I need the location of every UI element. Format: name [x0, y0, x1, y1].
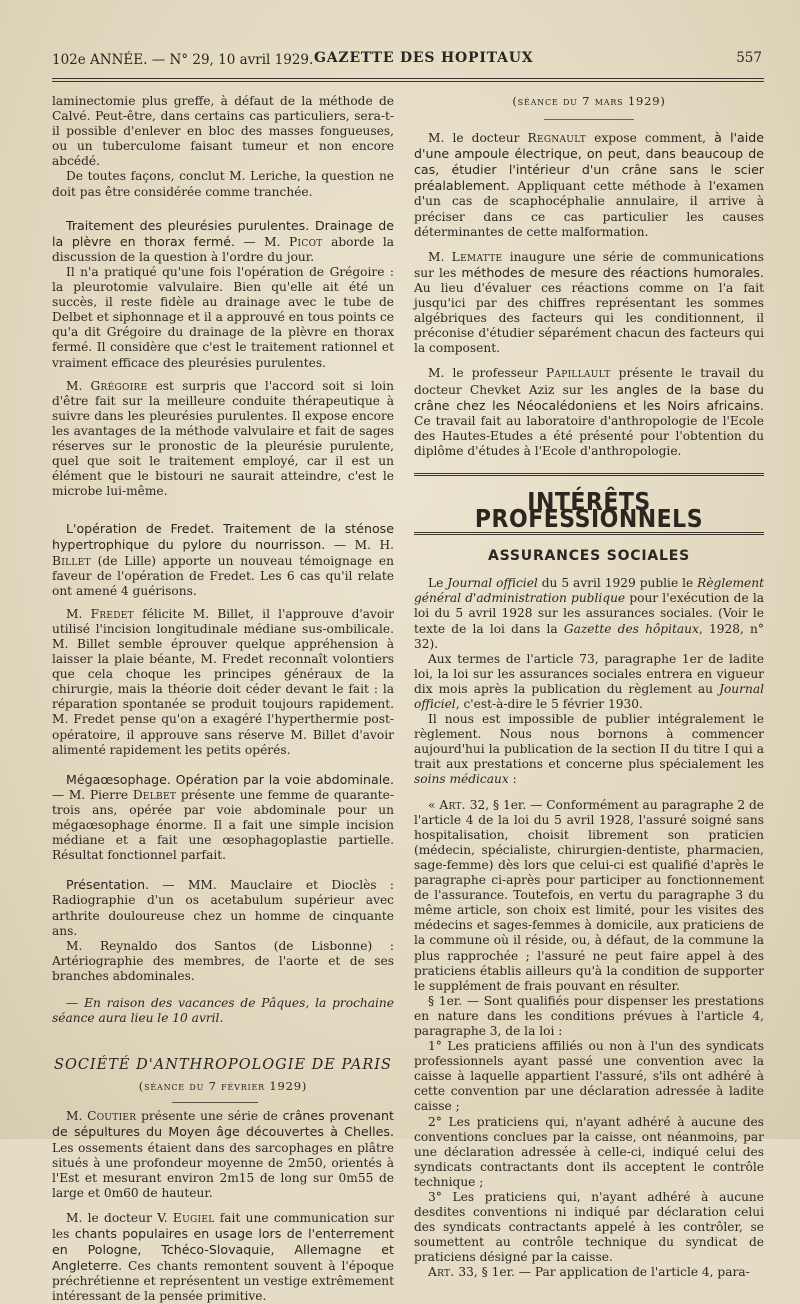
text: est surpris que l'accord soit si loin d'être fait sur la meilleure conduite thérapeutique à suivre dans les pleurésies purulentes. Il expose encore les avantages de la méthode valvulaire et fait de sages réserves sur le pronostic de la pleurésie purulente, quel que soit le traitement employé, car il est un élément que le bistouri ne saurait atteindre, c'est le microbe lui-même.	[52, 378, 394, 499]
text: présente une femme de quarante-trois ans, opérée par voie abdominale pour un mégaœsophage énorme. Il a fait une simple incision médiane et a fait une œsophagoplastie partielle. Résultat fonctionnel parfait.	[52, 787, 395, 863]
text: présente le travail du docteur Chevket Aziz sur les	[414, 366, 764, 397]
text: Aux termes de l'article 73, paragraphe 1er de ladite loi, la loi sur les assurances sociales entrera en vigueur dix mois après la publication du règlement au	[414, 651, 764, 696]
paragraph: § 1er. — Sont qualifiés pour dispenser les prestations en nature dans les conditions prévues à l'article 4, paragraphe 3, de la loi :	[414, 993, 764, 1038]
text: aborde la discussion de la question à l'ordre du jour.	[52, 234, 394, 264]
section-title: L'opération de Fredet. Traitement de la sténose hypertrophique du pylore du nourrisson.	[52, 521, 394, 553]
text: (de Lille) apporte un nouveau témoignage en faveur de l'opération de Fredet. Les 6 cas qu'il relate ont amené 4 guérisons.	[52, 553, 394, 598]
bold-text: à l'aide d'une ampoule électrique, on peut, dans beaucoup de cas, étudier l'intérieur d'un crâne sans le scier préalablement.	[414, 130, 764, 194]
text: M.	[66, 1109, 88, 1124]
session-date: (séance du 7 février 1929)	[138, 1079, 308, 1094]
author-name: Papillault	[545, 366, 611, 381]
paragraph	[414, 798, 764, 994]
section-title: Présentation.	[66, 877, 150, 893]
paragraph: Il n'a pratiqué qu'une fois l'opération de Grégoire : la pleurotomie valvulaire. Bien qu'elle ait été un succès, il reste fidèle au drainage avec le tube de Delbet et siphonnage et il a approuvé en tous points ce qu'a dit Grégoire du drainage de la plèvre en thorax fermé. Il considère que c'est le traitement rationnel et vraiment efficace des pleurésies purulentes.	[52, 264, 394, 370]
paragraph	[52, 1108, 394, 1201]
italic-text: Gazette des hôpitaux	[563, 621, 699, 636]
right-column	[414, 94, 764, 1281]
italic-text: Règlement général d'administration publique	[414, 576, 764, 606]
journal-title: GAZETTE DES HOPITAUX	[314, 50, 534, 66]
page-header	[52, 50, 762, 72]
divider	[544, 119, 634, 120]
header-rule-2	[52, 81, 764, 82]
text: félicite M. Billet, il l'approuve d'avoir utilisé l'incision longitudinale médiane sus-ombilicale. M. Billet semble éprouver quelque appréhension à laisser la plaie béante, M. Fredet reconnaît volontiers que cela choque les principes généraux de la chirurgie, mais la théorie doit céder devant le fait : la réparation spontanée se produit toujours rapidement. M. Fredet pense qu'on a exagéré l'hyperthermie post-opératoire, il approuve sans réserve M. Billet d'avoir alimenté rapidement les petits opérés.	[52, 606, 394, 757]
section-fredet	[52, 521, 394, 598]
author-name: Grégoire	[90, 378, 148, 393]
author-name: Delbet	[132, 787, 177, 802]
bold-text: méthodes de mesure des réactions humorales.	[461, 264, 764, 280]
author-name: Coutier	[87, 1109, 137, 1124]
section-title: Traitement des pleurésies purulentes. Drainage de la plèvre en thorax fermé.	[52, 217, 394, 249]
issue-info: 102e ANNÉE. — N° 29, 10 avril 1929.	[52, 52, 314, 68]
end-rule	[172, 1102, 258, 1103]
text: — M. Pierre	[52, 787, 133, 802]
text: , c'est-à-dire le 5 février 1930.	[455, 697, 643, 711]
author-name: Lematte	[451, 249, 503, 264]
paragraph	[52, 1211, 394, 1304]
text: pour l'exécution de la loi du 5 avril 1928 sur les assurances sociales. (Voir le texte de la loi dans la	[414, 591, 764, 636]
text: M.	[428, 249, 452, 264]
text: expose comment,	[586, 131, 715, 146]
paragraph	[52, 607, 394, 758]
paragraph: laminectomie plus greffe, à défaut de la méthode de Calvé. Peut-être, dans certains cas particuliers, sera-t-il possible d'enlever en bloc des masses fongueuses, ou un tuberculome faisant tumeur et non encore abcédé.	[52, 94, 394, 169]
society-title: SOCIÉTÉ D'ANTHROPOLOGIE DE PARIS	[54, 1057, 392, 1074]
text: — M.	[234, 234, 290, 249]
text: 32, § 1er. — Conformément au paragraphe 2 de l'article 4 de la loi du 5 avril 1928, l'assuré soigné sans hospitalisation, choisit librement son praticien (médecin, spécialiste, chirurgien-dentiste, pharmacien, sage-femme) dès lors que celui-ci est qualifié d'après le paragraphe ci-après pour participer au fonctionnement de l'assurance. Toutefois, en vertu du paragraphe 3 du même article, son choix est limité, pour les visites des médecins et sages-femmes à domicile, aux praticiens de la commune où il réside, ou, à défaut, de la commune la plus rapprochée ; l'assuré ne peut faire appel à des praticiens établis ailleurs qu'à la condition de supporter le supplément de frais pouvant en résulter.	[414, 797, 764, 993]
subsection-heading: ASSURANCES SOCIALES	[488, 548, 690, 565]
author-name: Picot	[289, 234, 323, 249]
section-presentation	[52, 877, 394, 938]
author-name: Billet	[52, 553, 91, 568]
text: «	[428, 797, 440, 812]
text: M. le docteur V.	[66, 1210, 173, 1225]
section-heading: INTÉRÊTS PROFESSIONNELS	[474, 487, 704, 535]
bold-text: chants populaires en usage lors de l'enterrement en Pologne, Tchéco-Slovaquie, Allemagne et Angleterre.	[52, 1226, 395, 1274]
section-rule	[414, 473, 764, 476]
text: du 5 avril 1929 publie le	[537, 576, 698, 591]
article-label: Art.	[439, 797, 466, 812]
text: , 1928, n° 32).	[414, 621, 764, 651]
paragraph	[414, 576, 764, 651]
bold-text: angles de la base du crâne chez les Néocalédoniens et les Noirs africains.	[414, 381, 764, 413]
author-name: Fredet	[90, 606, 134, 621]
text: :	[508, 772, 517, 787]
text: Il nous est impossible de publier intégralement le règlement. Nous nous bornons à commencer aujourd'hui la publication de la section II du titre I qui a trait aux prestations et concerne plus spécialement les	[414, 712, 764, 772]
author-name: Eugiel	[172, 1210, 215, 1225]
note: — En raison des vacances de Pâques, la prochaine séance aura lieu le 10 avril.	[52, 995, 394, 1026]
text: inaugure une série de communications sur les	[414, 249, 765, 280]
paragraph: 1° Les praticiens affiliés ou non à l'un des syndicats professionnels ayant passé une convention avec la caisse à laquelle appartient l'assuré, s'ils ont adhéré à cette convention par une déclaration adressée à ladite caisse ;	[414, 1039, 764, 1114]
italic-text: soins médicaux	[414, 772, 509, 787]
paragraph: De toutes façons, conclut M. Leriche, la question ne doit pas être considérée comme tranchée.	[52, 169, 394, 199]
text: Ces chants remontent souvent à l'époque préchrétienne et représentent un vestige extrêmement intéressant de la pensée primitive.	[52, 1259, 394, 1304]
left-column	[52, 94, 394, 1304]
paragraph	[414, 130, 764, 240]
text: M.	[66, 378, 91, 393]
text: M. le professeur	[428, 366, 546, 381]
paragraph: M. Reynaldo dos Santos (de Lisbonne) : Artériographie des membres, de l'aorte et de ses branches abdominales.	[52, 938, 394, 983]
text: Le	[428, 576, 448, 591]
page-number: 557	[736, 50, 762, 66]
italic-text: Journal officiel	[414, 681, 764, 711]
section-megaoesophage	[52, 772, 394, 864]
header-rule	[52, 78, 764, 79]
text: M. le docteur	[428, 131, 528, 146]
article-label: Art.	[428, 1265, 455, 1280]
text: Au lieu d'évaluer ces réactions comme on l'a fait jusqu'ici par des chiffres représentant les sommes algébriques des facteurs qui les conditionnent, il préconise d'étudier séparément chacun des facteurs qui la composent.	[414, 280, 764, 356]
paragraph	[414, 366, 764, 459]
paragraph: 3° Les praticiens qui, n'ayant adhéré à aucune desdites conventions ni indiqué par déclaration celui des syndicats contractants appelé à les contrôler, se soumettent au contrôle technique du syndicat de praticiens désigné par la caisse.	[414, 1190, 764, 1265]
paragraph	[414, 652, 764, 712]
text: M.	[66, 606, 91, 621]
session-date: (séance du 7 mars 1929)	[512, 94, 666, 108]
paragraph	[414, 250, 764, 357]
text: — M. H.	[325, 538, 394, 553]
italic-text: Journal officiel	[447, 576, 538, 591]
paragraph	[414, 712, 764, 787]
text: — MM. Mauclaire et Dioclès : Radiographie d'un os acetabulum supérieur avec arthrite douloureuse chez un homme de cinquante ans.	[52, 878, 394, 938]
text: Appliquant cette méthode à l'examen d'un cas de scaphocéphalie annulaire, il arrive à préciser dans ce cas particulier les causes déterminantes de cette malformation.	[414, 179, 764, 239]
author-name: Regnault	[527, 131, 587, 146]
text: Les ossements étaient dans des sarcophages en plâtre situés à une profondeur moyenne de 2m50, orientés à l'Est et mesurant environ 2m15 de long sur 0m55 de large et 0m60 de hauteur.	[52, 1140, 394, 1200]
paragraph: 2° Les praticiens qui, n'ayant adhéré à aucune des conventions conclues par la caisse, ont néanmoins, par une déclaration adressée à celle-ci, indiqué celui des syndicats contractants dont ils acceptent le contrôle technique ;	[414, 1114, 764, 1189]
section-pleuresies	[52, 218, 394, 265]
paragraph	[52, 379, 394, 500]
bold-text: crânes provenant de sépultures du Moyen âge découvertes à Chelles.	[52, 1108, 394, 1140]
paragraph	[414, 1265, 764, 1280]
text: Ce travail fait au laboratoire d'anthropologie de l'Ecole des Hautes-Etudes a été présenté pour l'obtention du diplôme d'études à l'Ecole d'anthropologie.	[414, 413, 764, 458]
section-title: Mégaœsophage. Opération par la voie abdominale.	[66, 771, 394, 787]
text: 33, § 1er. — Par application de l'article 4, para-	[454, 1265, 750, 1280]
text: présente une série de	[136, 1109, 283, 1124]
text: fait une communication sur les	[52, 1210, 394, 1241]
